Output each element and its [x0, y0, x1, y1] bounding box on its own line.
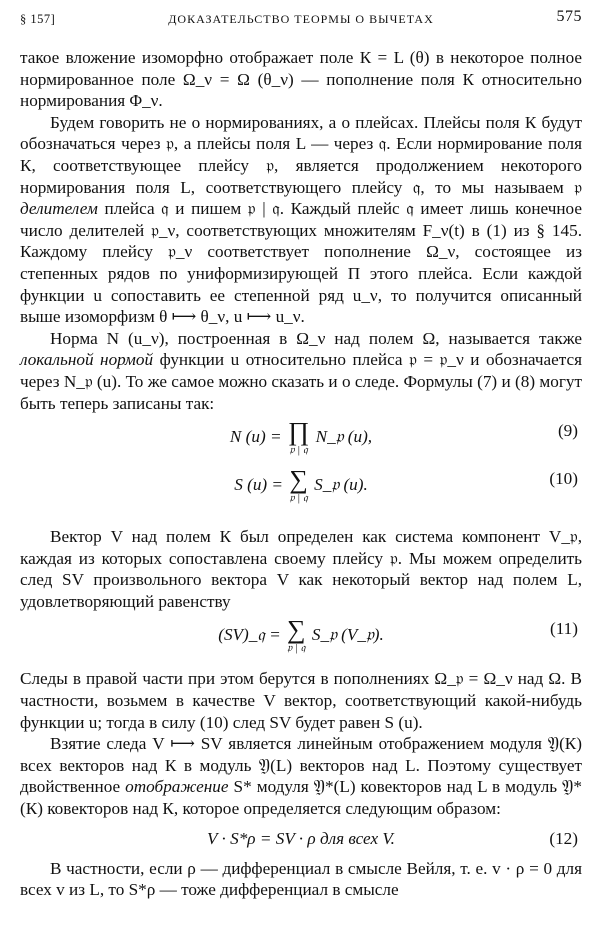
- equation-number-9: (9): [557, 421, 578, 441]
- paragraph-7: В частности, если ρ — дифференциал в смысле Вейля, т. е. v · ρ = 0 для всех v из L, то S*ρ — тоже дифференциал в смысле: [20, 858, 582, 900]
- formula-10-body: [20, 465, 582, 505]
- formula-9-rhs: N_𝔭 (u),: [315, 427, 373, 447]
- formula-10: [20, 462, 582, 510]
- formula-9: [20, 414, 582, 462]
- formula-9-body: [20, 417, 582, 457]
- term-mapping: отображение: [125, 777, 229, 797]
- running-header: [20, 8, 582, 30]
- formula-11-lhs: (SV)_𝔮 =: [218, 625, 281, 645]
- paragraph-2: [20, 112, 582, 328]
- equation-number-12: (12): [549, 828, 578, 848]
- page-body: [20, 47, 582, 901]
- term-local-norm: локальной нормой: [20, 350, 154, 370]
- sum-operator: [289, 465, 308, 505]
- formula-11-rhs: S_𝔭 (V_𝔭).: [311, 625, 384, 645]
- formula-10-rhs: S_𝔭 (u).: [314, 475, 368, 495]
- section-number: § 157]: [20, 12, 56, 26]
- paragraph-6-text-b: S* модуля 𝔜*(L) ковекторов над L в модуль 𝔜*(К) ковекторов над К, которое определяется следующим образом:: [20, 777, 582, 819]
- paragraph-5: Следы в правой части при этом берутся в пополнениях Ω_𝔭 = Ω_ν над Ω. В частности, возьмем в качестве V вектор, соответствующий какой-нибудь функции u; тогда в силу (10) след SV будет равен S (u).: [20, 669, 582, 732]
- paragraph-2-text-b: плейса 𝔮 и пишем 𝔭 | 𝔮. Каждый плейс 𝔮 имеет лишь конечное число делителей 𝔭_ν, соответствующих множителям F_ν(t) в (1) из § 145. Каждому плейсу 𝔭_ν соответствует пополнение Ω_ν, состоящее из степенных рядов по униформизирующей П этого плейса. Если каждой функции u сопоставить ее степенной ряд u_ν, то получится описанный выше изоморфизм θ ⟼ θ_ν, u ⟼ u_ν.: [20, 199, 582, 327]
- term-divisor: делителем: [20, 199, 98, 219]
- formula-9-lhs: N (u) =: [229, 427, 282, 447]
- formula-11-body: [20, 615, 582, 655]
- sum-symbol-11: ∑: [287, 615, 306, 645]
- paragraph-3-text-a: Норма N (u_ν), построенная в Ω_ν над полем Ω, называется также: [50, 328, 582, 348]
- sum-subscript-11: 𝔭 | 𝔮: [287, 642, 306, 655]
- formula-10-lhs: S (u) =: [234, 475, 284, 495]
- paragraph-4: Вектор V над полем К был определен как система компонент V_𝔭, каждая из которых сопоставлена своему плейсу 𝔭. Мы можем определить след SV произвольного вектора V как некоторый вектор над полем L, удовлетворяющий равенству: [20, 527, 582, 611]
- page-number: 575: [556, 8, 582, 25]
- formula-12-body: V · S*ρ = SV · ρ для всех V.: [207, 828, 395, 848]
- sum-operator-11: [287, 615, 306, 655]
- product-operator: [287, 417, 310, 457]
- product-symbol: ∏: [287, 417, 310, 447]
- sum-subscript: 𝔭 | 𝔮: [289, 492, 308, 505]
- paragraph-1: такое вложение изоморфно отображает поле К = L (θ) в некоторое полное нормированное поле Ω_ν = Ω (θ_ν) — пополнение поля К относительно нормирования Φ_ν.: [20, 48, 582, 111]
- formula-11: [20, 612, 582, 660]
- formula-12: [20, 820, 582, 858]
- equation-number-10: (10): [549, 469, 578, 489]
- equation-number-11: (11): [550, 619, 578, 639]
- running-title: ДОКАЗАТЕЛЬСТВО ТЕОРМЫ О ВЫЧЕТАХ: [168, 12, 434, 26]
- sum-symbol: ∑: [289, 465, 308, 495]
- paragraph-3: [20, 328, 582, 414]
- paragraph-2-text-a: Будем говорить не о нормированиях, а о плейсах. Плейсы поля К будут обозначаться через 𝔭, а плейсы поля L — через 𝔮. Если нормирование поля К, соответствующее плейсу 𝔭, является продолжением некоторого нормирования поля L, соответствующего плейсу 𝔮, то мы называем 𝔭: [20, 112, 582, 197]
- paragraph-6: [20, 733, 582, 819]
- product-subscript: 𝔭 | 𝔮: [289, 444, 308, 457]
- paragraph-6-text-a: Взятие следа V ⟼ SV является линейным отображением модуля 𝔜(К) всех векторов над К в модуль 𝔜(L) векторов над L. Поэтому существует двойственное: [20, 734, 582, 797]
- paragraph-3-text-b: функции u относительно плейса 𝔭 = 𝔭_ν и обозначается через N_𝔭 (u). То же самое можно сказать и о следе. Формулы (7) и (8) могут быть теперь записаны так:: [20, 350, 582, 413]
